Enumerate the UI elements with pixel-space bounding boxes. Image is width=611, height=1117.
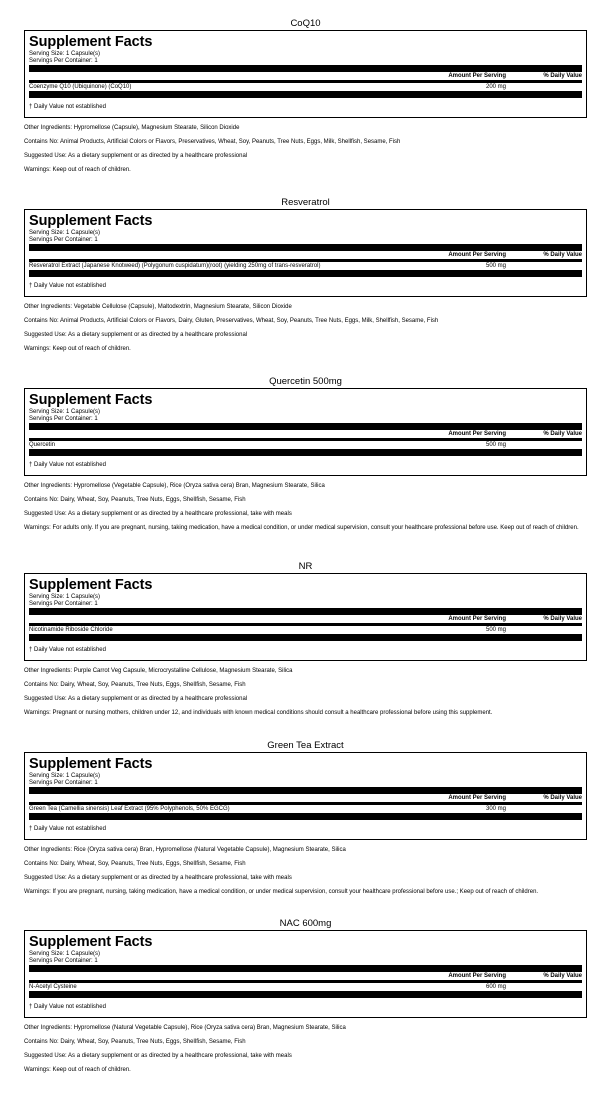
- facts-header-row: [29, 972, 582, 980]
- ingredient-amount: 200 mg: [485, 83, 506, 90]
- divider-thick: [29, 813, 582, 820]
- divider-thick: [29, 244, 582, 251]
- other-ingredients: Other Ingredients: Purple Carrot Veg Capsule, Microcrystalline Cellulose, Magnesium Stearate, Silica: [24, 667, 293, 674]
- daily-value-header: % Daily Value: [543, 73, 582, 79]
- supplement-facts-panel: [24, 209, 587, 297]
- amount-per-serving-header: Amount Per Serving: [448, 795, 506, 801]
- contains-no: Contains No: Dairy, Wheat, Soy, Peanuts, Tree Nuts, Eggs, Shellfish, Sesame, Fish: [24, 496, 246, 503]
- product-title: NR: [298, 561, 313, 572]
- other-ingredients: Other Ingredients: Hypromellose (Capsule), Magnesium Stearate, Silicon Dioxide: [24, 124, 240, 131]
- suggested-use: Suggested Use: As a dietary supplement or as directed by a healthcare professional, take with meals: [24, 510, 292, 517]
- serving-size: Serving Size: 1 Capsule(s): [29, 594, 101, 600]
- warnings: Warnings: Keep out of reach of children.: [24, 345, 131, 352]
- product-section: [24, 561, 587, 717]
- suggested-use: Suggested Use: As a dietary supplement or as directed by a healthcare professional: [24, 695, 248, 702]
- warnings: Warnings: Keep out of reach of children.: [24, 1066, 131, 1073]
- ingredient-daily-value: [514, 805, 582, 813]
- product-section: [24, 18, 587, 174]
- other-ingredients: Other Ingredients: Vegetable Cellulose (Capsule), Maltodextrin, Magnesium Stearate, Silicon Dioxide: [24, 303, 292, 310]
- divider-thick: [29, 634, 582, 641]
- supplement-facts-panel: [24, 930, 587, 1018]
- contains-no: Contains No: Animal Products, Artificial Colors or Flavors, Preservatives, Wheat, Soy, Peanuts, Tree Nuts, Eggs, Milk, Shellfish, Sesame, Fish: [24, 138, 401, 145]
- serving-size: Serving Size: 1 Capsule(s): [29, 773, 101, 779]
- daily-value-header: % Daily Value: [543, 795, 582, 801]
- divider-thick: [29, 787, 582, 794]
- servings-per-container: Servings Per Container: 1: [29, 237, 98, 243]
- product-section: [24, 918, 587, 1074]
- supplement-facts-title: Supplement Facts: [29, 392, 153, 408]
- servings-per-container: Servings Per Container: 1: [29, 416, 98, 422]
- suggested-use: Suggested Use: As a dietary supplement or as directed by a healthcare professional: [24, 331, 248, 338]
- ingredient-amount: 500 mg: [485, 262, 506, 269]
- ingredient-row: [29, 441, 582, 449]
- daily-value-footnote: † Daily Value not established: [29, 1003, 106, 1010]
- divider-thick: [29, 991, 582, 998]
- divider-thick: [29, 608, 582, 615]
- suggested-use: Suggested Use: As a dietary supplement or as directed by a healthcare professional, take with meals: [24, 874, 292, 881]
- ingredient-row: [29, 983, 582, 991]
- product-title: Green Tea Extract: [267, 740, 344, 751]
- product-title: Resveratrol: [281, 197, 330, 208]
- servings-per-container: Servings Per Container: 1: [29, 58, 98, 64]
- ingredient-name: Resveratrol Extract (Japanese Knotweed) (Polygonum cuspidatum)(root) (yielding 250mg of trans-resveratrol): [29, 262, 321, 269]
- ingredient-name: Nicotinamide Riboside Chloride: [29, 626, 113, 633]
- contains-no: Contains No: Dairy, Wheat, Soy, Peanuts, Tree Nuts, Eggs, Shellfish, Sesame, Fish: [24, 860, 246, 867]
- ingredient-name: Green Tea (Camellia sinensis) Leaf Extract (95% Polyphenols, 50% EGCG): [29, 805, 230, 812]
- amount-per-serving-header: Amount Per Serving: [448, 73, 506, 79]
- supplement-facts-panel: [24, 573, 587, 661]
- daily-value-footnote: † Daily Value not established: [29, 461, 106, 468]
- divider-thick: [29, 65, 582, 72]
- divider-thick: [29, 270, 582, 277]
- product-title: CoQ10: [290, 18, 321, 29]
- product-section: [24, 376, 587, 532]
- daily-value-footnote: † Daily Value not established: [29, 282, 106, 289]
- supplement-facts-title: Supplement Facts: [29, 577, 153, 593]
- daily-value-header: % Daily Value: [543, 252, 582, 258]
- ingredient-amount: 300 mg: [485, 805, 506, 812]
- warnings: Warnings: Pregnant or nursing mothers, children under 12, and individuals with known medical conditions should consult a healthcare professional before using this supplement.: [24, 709, 493, 716]
- warnings: Warnings: If you are pregnant, nursing, taking medication, have a medical condition, or under medical supervision, consult your healthcare professional before use.; Keep out of reach of children.: [24, 888, 539, 895]
- suggested-use: Suggested Use: As a dietary supplement or as directed by a healthcare professional: [24, 152, 248, 159]
- divider-thick: [29, 449, 582, 456]
- supplement-facts-title: Supplement Facts: [29, 34, 153, 50]
- divider-thick: [29, 423, 582, 430]
- daily-value-footnote: † Daily Value not established: [29, 103, 106, 110]
- suggested-use: Suggested Use: As a dietary supplement or as directed by a healthcare professional, take with meals: [24, 1052, 292, 1059]
- daily-value-footnote: † Daily Value not established: [29, 646, 106, 653]
- other-ingredients: Other Ingredients: Hypromellose (Vegetable Capsule), Rice (Oryza sativa cera) Bran, Magnesium Stearate, Silica: [24, 482, 325, 489]
- servings-per-container: Servings Per Container: 1: [29, 780, 98, 786]
- daily-value-header: % Daily Value: [543, 973, 582, 979]
- ingredient-daily-value: [514, 262, 582, 270]
- servings-per-container: Servings Per Container: 1: [29, 958, 98, 964]
- daily-value-footnote: † Daily Value not established: [29, 825, 106, 832]
- product-section: [24, 197, 587, 353]
- serving-size: Serving Size: 1 Capsule(s): [29, 409, 101, 415]
- ingredient-row: [29, 83, 582, 91]
- ingredient-amount: 500 mg: [485, 441, 506, 448]
- daily-value-header: % Daily Value: [543, 616, 582, 622]
- supplement-facts-panel: [24, 752, 587, 840]
- supplement-facts-panel: [24, 388, 587, 476]
- product-title: Quercetin 500mg: [269, 376, 342, 387]
- contains-no: Contains No: Animal Products, Artificial Colors or Flavors, Dairy, Gluten, Preservatives, Wheat, Soy, Peanuts, Tree Nuts, Eggs, Milk, Shellfish, Sesame, Fish: [24, 317, 439, 324]
- divider-thick: [29, 965, 582, 972]
- facts-header-row: [29, 430, 582, 438]
- ingredient-row: [29, 626, 582, 634]
- other-ingredients: Other Ingredients: Rice (Oryza sativa cera) Bran, Hypromellose (Natural Vegetable Capsule), Magnesium Stearate, Silica: [24, 846, 346, 853]
- supplement-facts-panel: [24, 30, 587, 118]
- facts-header-row: [29, 72, 582, 80]
- serving-size: Serving Size: 1 Capsule(s): [29, 951, 101, 957]
- ingredient-row: [29, 805, 582, 813]
- supplement-facts-title: Supplement Facts: [29, 756, 153, 772]
- ingredient-amount: 500 mg: [485, 626, 506, 633]
- ingredient-name: Quercetin: [29, 441, 56, 448]
- ingredient-name: N-Acetyl Cysteine: [29, 983, 77, 990]
- ingredient-row: [29, 262, 582, 270]
- other-ingredients: Other Ingredients: Hypromellose (Natural Vegetable Capsule), Rice (Oryza sativa cera) Bran, Magnesium Stearate, Silica: [24, 1024, 346, 1031]
- warnings: Warnings: For adults only. If you are pregnant, nursing, taking medication, have a medical condition, or under medical supervision, consult your healthcare professional before use. Keep out of reach of children.: [24, 524, 579, 531]
- serving-size: Serving Size: 1 Capsule(s): [29, 51, 101, 57]
- ingredient-daily-value: [514, 441, 582, 449]
- product-section: [24, 740, 587, 896]
- ingredient-amount: 600 mg: [485, 983, 506, 990]
- ingredient-daily-value: [514, 83, 582, 91]
- amount-per-serving-header: Amount Per Serving: [448, 616, 506, 622]
- servings-per-container: Servings Per Container: 1: [29, 601, 98, 607]
- ingredient-daily-value: [514, 626, 582, 634]
- ingredient-daily-value: [514, 983, 582, 991]
- facts-header-row: [29, 251, 582, 259]
- product-title: NAC 600mg: [279, 918, 332, 929]
- serving-size: Serving Size: 1 Capsule(s): [29, 230, 101, 236]
- amount-per-serving-header: Amount Per Serving: [448, 431, 506, 437]
- amount-per-serving-header: Amount Per Serving: [448, 252, 506, 258]
- warnings: Warnings: Keep out of reach of children.: [24, 166, 131, 173]
- contains-no: Contains No: Dairy, Wheat, Soy, Peanuts, Tree Nuts, Eggs, Shellfish, Sesame, Fish: [24, 1038, 246, 1045]
- amount-per-serving-header: Amount Per Serving: [448, 973, 506, 979]
- ingredient-name: Coenzyme Q10 (Ubiquinone) (CoQ10): [29, 83, 132, 90]
- contains-no: Contains No: Dairy, Wheat, Soy, Peanuts, Tree Nuts, Eggs, Shellfish, Sesame, Fish: [24, 681, 246, 688]
- divider-thick: [29, 91, 582, 98]
- supplement-facts-title: Supplement Facts: [29, 934, 153, 950]
- facts-header-row: [29, 615, 582, 623]
- facts-header-row: [29, 794, 582, 802]
- daily-value-header: % Daily Value: [543, 431, 582, 437]
- supplement-facts-title: Supplement Facts: [29, 213, 153, 229]
